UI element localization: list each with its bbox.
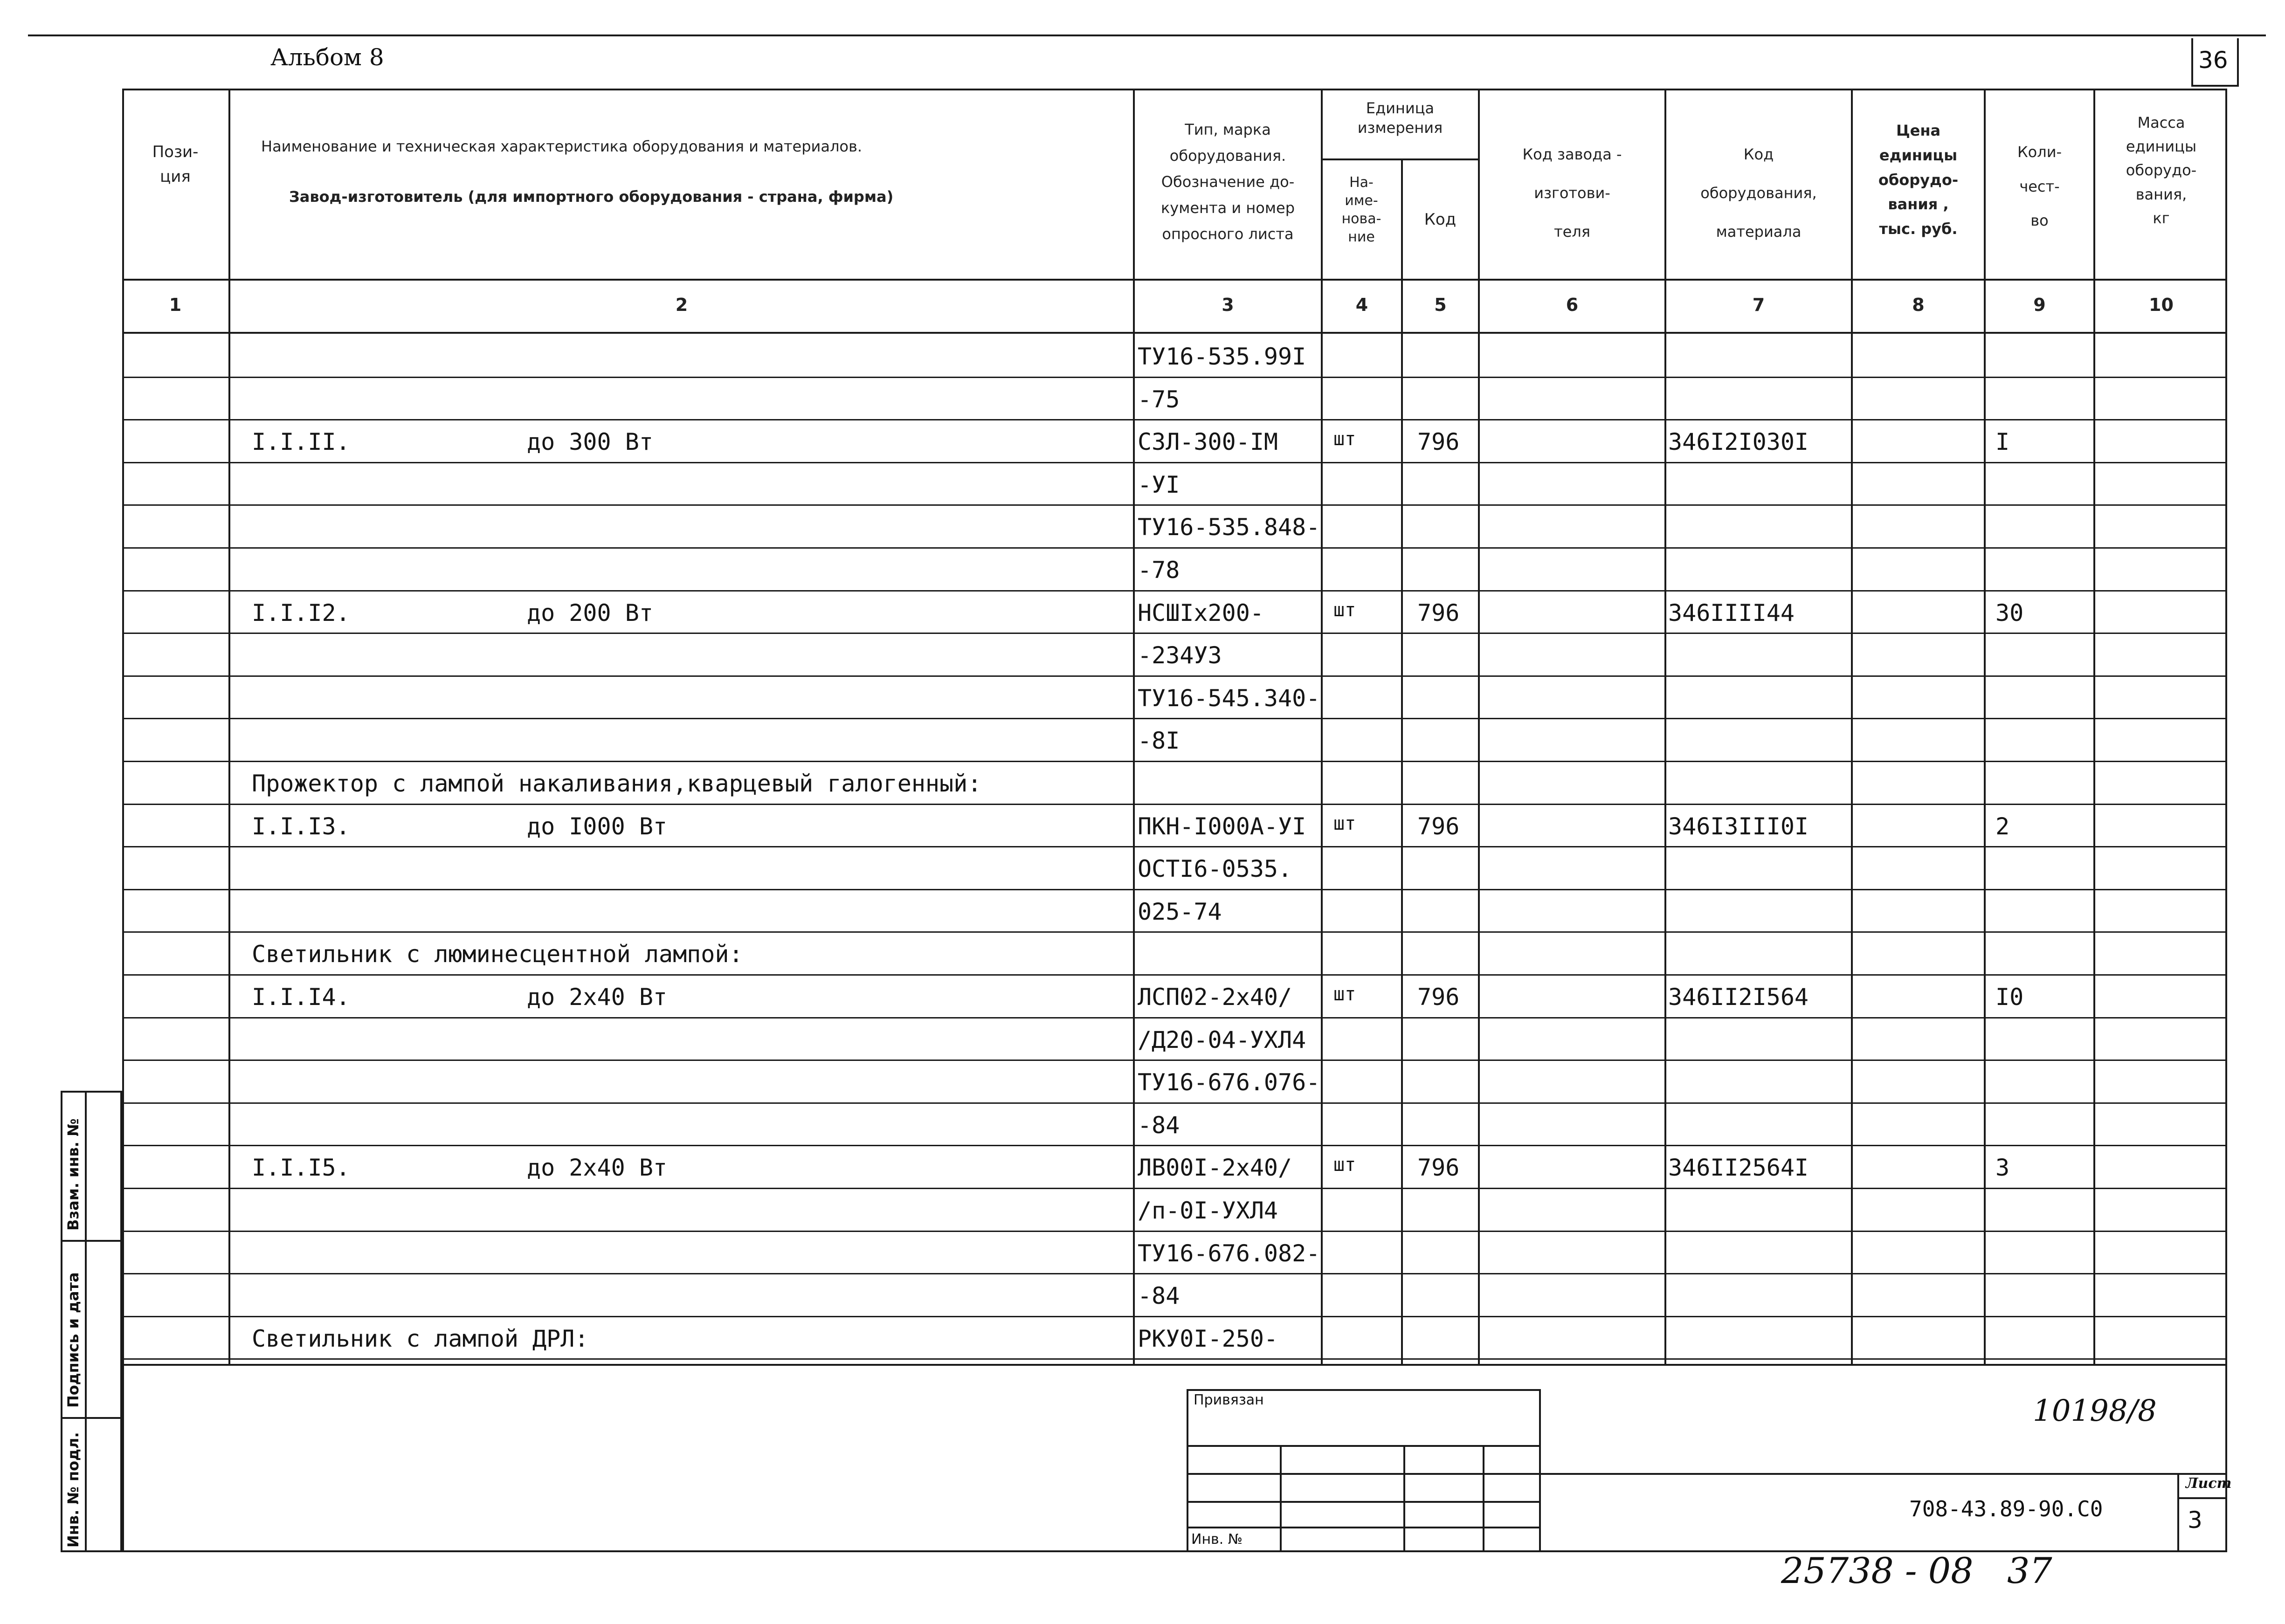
- cell-type: -84: [1138, 1111, 1180, 1139]
- table-row-line: [122, 1273, 2227, 1274]
- side-label-signature-date: Подпись и дата: [64, 1272, 82, 1408]
- table-row-line: [122, 1188, 2227, 1189]
- hdr-vline-6: [1664, 89, 1666, 1366]
- table-row-line: [122, 974, 2227, 976]
- table-row-line: [122, 804, 2227, 805]
- cell-unit: шт: [1333, 1154, 1356, 1176]
- table-row-line: [122, 633, 2227, 634]
- colnum-6: 6: [1566, 295, 1579, 315]
- cell-type: РКУ0І-250-: [1138, 1325, 1278, 1352]
- sheet-corner-number: 36: [2198, 47, 2228, 74]
- sheet-label: Лист: [2186, 1475, 2232, 1492]
- table-row-line: [122, 590, 2227, 592]
- table-row-line: [122, 504, 2227, 506]
- cell-equip: 346ІЗІІІ0І: [1668, 812, 1809, 840]
- cell-name: Светильник с люминесцентной лампой:: [252, 941, 743, 968]
- hdr-vline-1: [228, 89, 230, 1366]
- stamp-hline-4: [1187, 1527, 1541, 1528]
- header-name-line1: Наименование и техническая характеристика оборудования и материалов.: [261, 138, 862, 155]
- cell-name: І.І.І4.: [252, 984, 350, 1011]
- cell-code: 796: [1417, 1154, 1460, 1182]
- colnum-2: 2: [675, 295, 688, 315]
- handwritten-number: 10198/8: [2033, 1394, 2157, 1428]
- colnum-8: 8: [1912, 295, 1925, 315]
- cell-type: ОСТІ6-0535.: [1138, 855, 1292, 883]
- colnum-5: 5: [1434, 295, 1447, 315]
- table-row-line: [122, 377, 2227, 378]
- bottom-handwritten-code: 25738 - 08 37: [1781, 1550, 2052, 1591]
- cell-name: І.І.ІІ.: [252, 428, 350, 456]
- cell-type: ТУ16-676.076-: [1138, 1069, 1320, 1096]
- cell-unit: шт: [1333, 984, 1356, 1005]
- header-mass: Масса единицы оборудо- вания, кг: [2126, 114, 2197, 227]
- colnum-7: 7: [1752, 295, 1765, 315]
- hdr-vline-9: [2093, 89, 2095, 1366]
- table-body-bottom: [122, 1364, 2227, 1366]
- cell-unit: шт: [1333, 812, 1356, 834]
- cell-name: Прожектор с лампой накаливания,кварцевый галогенный:: [252, 770, 982, 797]
- cell-unit: шт: [1333, 428, 1356, 450]
- colnum-9: 9: [2033, 295, 2046, 315]
- hdr-vline-3: [1321, 89, 1323, 1366]
- cell-type: НСШІх200-: [1138, 599, 1264, 626]
- colnum-10: 10: [2149, 295, 2174, 315]
- cell-equip: 346І2І030І: [1668, 428, 1809, 456]
- album-title: Альбом 8: [270, 44, 384, 71]
- cell-type: -78: [1138, 557, 1180, 584]
- side-label-inv-orig: Инв. № подл.: [64, 1432, 82, 1548]
- cell-qty: 3: [1995, 1154, 2010, 1182]
- table-row-line: [122, 1316, 2227, 1317]
- header-name-line2: Завод-изготовитель (для импортного оборудования - страна, фирма): [289, 188, 894, 206]
- cell-equip: 346ІІ2І564: [1668, 984, 1809, 1011]
- cell-type: ТУ16-545.340-: [1138, 684, 1320, 712]
- cell-type: -УІ: [1138, 471, 1180, 498]
- header-qty: Коли- чест- во: [2017, 143, 2062, 230]
- cell-type: -8І: [1138, 727, 1180, 755]
- cell-code: 796: [1417, 812, 1460, 840]
- table-row-line: [122, 1102, 2227, 1104]
- sheet-number: 3: [2188, 1507, 2202, 1534]
- cell-power: до 2х40 Вт: [527, 984, 668, 1011]
- stamp-privyazan: Привязан: [1194, 1392, 1264, 1408]
- colnum-3: 3: [1222, 295, 1234, 315]
- stamp-vline-3: [1483, 1445, 1484, 1552]
- cell-power: до 2х40 Вт: [527, 1154, 668, 1182]
- cell-equip: 346ІІІІ44: [1668, 599, 1795, 626]
- cell-name: І.І.І2.: [252, 599, 350, 626]
- colnum-bottom-line: [122, 332, 2227, 334]
- stamp-vline-1: [1280, 1445, 1282, 1552]
- cell-type: ТУ16-535.99І: [1138, 343, 1306, 370]
- side-strip-divider: [85, 1091, 87, 1552]
- cell-type: ЛВ00І-2х40/: [1138, 1154, 1292, 1182]
- cell-equip: 346ІІ2564І: [1668, 1154, 1809, 1182]
- cell-type: ТУ16-676.082-: [1138, 1239, 1320, 1267]
- cell-type: /п-0І-УХЛ4: [1138, 1197, 1278, 1224]
- table-row-line: [122, 1358, 2227, 1360]
- cell-type: 025-74: [1138, 898, 1222, 925]
- cell-code: 796: [1417, 428, 1460, 456]
- side-label-replace-inv: Взам. инв. №: [64, 1118, 82, 1231]
- stamp-hline-2: [1187, 1473, 1541, 1475]
- table-row-line: [122, 931, 2227, 933]
- colnum-1: 1: [169, 295, 182, 315]
- cell-power: до 200 Вт: [527, 599, 653, 626]
- cell-qty: 2: [1995, 812, 2010, 840]
- table-row-line: [122, 675, 2227, 677]
- table-row-line: [122, 1017, 2227, 1018]
- table-row-line: [122, 462, 2227, 463]
- header-unit-code: Код: [1424, 210, 1457, 229]
- cell-type: -234УЗ: [1138, 642, 1222, 669]
- stamp-hline-1: [1187, 1445, 1541, 1447]
- colnum-4: 4: [1355, 295, 1368, 315]
- doc-code-line: [1541, 1473, 2227, 1475]
- table-row-line: [122, 761, 2227, 762]
- table-row-line: [122, 846, 2227, 847]
- cell-name: Светильник с лампой ДРЛ:: [252, 1325, 589, 1352]
- header-type: Тип, марка оборудования. Обозначение до- кумента и номер опросного листа: [1160, 121, 1295, 243]
- cell-unit: шт: [1333, 599, 1356, 621]
- cell-code: 796: [1417, 599, 1460, 626]
- cell-type: ЛСП02-2х40/: [1138, 984, 1292, 1011]
- cell-type: -84: [1138, 1282, 1180, 1310]
- doc-code: 708-43.89-90.С0: [1909, 1496, 2103, 1521]
- table-row-line: [122, 889, 2227, 890]
- table-row-line: [122, 1231, 2227, 1232]
- cell-code: 796: [1417, 984, 1460, 1011]
- cell-type: ПКН-І000А-УІ: [1138, 812, 1306, 840]
- sheet-box-line: [2177, 1497, 2227, 1499]
- side-strip-hline-1: [61, 1240, 122, 1242]
- stamp-inv: Инв. №: [1191, 1531, 1243, 1548]
- cell-power: до 300 Вт: [527, 428, 653, 456]
- header-equip-code: Код оборудования, материала: [1700, 145, 1817, 241]
- stamp-hline-3: [1187, 1501, 1541, 1503]
- top-border-line: [28, 34, 2266, 36]
- unit-split-line: [1321, 158, 1479, 160]
- cell-type: СЗЛ-300-ІМ: [1138, 428, 1278, 456]
- table-row-line: [122, 547, 2227, 549]
- cell-qty: І0: [1995, 984, 2024, 1011]
- cell-power: до І000 Вт: [527, 812, 668, 840]
- table-row-line: [122, 1060, 2227, 1061]
- cell-name: І.І.ІЗ.: [252, 812, 350, 840]
- cell-qty: 30: [1995, 599, 2024, 626]
- hdr-vline-8: [1984, 89, 1986, 1366]
- side-strip-hline-2: [61, 1417, 122, 1419]
- stamp-vline-2: [1403, 1445, 1405, 1552]
- header-unit-name: На- име- нова- ние: [1341, 174, 1381, 245]
- hdr-vline-4: [1401, 158, 1403, 1366]
- header-unit: Единица измерения: [1357, 99, 1443, 137]
- table-row-line: [122, 419, 2227, 420]
- header-bottom-line: [122, 279, 2227, 281]
- hdr-vline-5: [1478, 89, 1480, 1366]
- hdr-vline-7: [1851, 89, 1853, 1366]
- cell-type: -75: [1138, 385, 1180, 413]
- cell-type: /Д20-04-УХЛ4: [1138, 1026, 1306, 1053]
- cell-name: І.І.І5.: [252, 1154, 350, 1182]
- cell-qty: І: [1995, 428, 2010, 456]
- header-pos: Пози- ция: [152, 143, 199, 186]
- header-plant-code: Код завода - изготови- теля: [1522, 145, 1622, 241]
- table-row-line: [122, 1145, 2227, 1146]
- header-price: Цена единицы оборудо- вания , тыс. руб.: [1878, 122, 1959, 238]
- cell-type: ТУ16-535.848-: [1138, 514, 1320, 541]
- table-row-line: [122, 718, 2227, 719]
- hdr-vline-2: [1133, 89, 1135, 1366]
